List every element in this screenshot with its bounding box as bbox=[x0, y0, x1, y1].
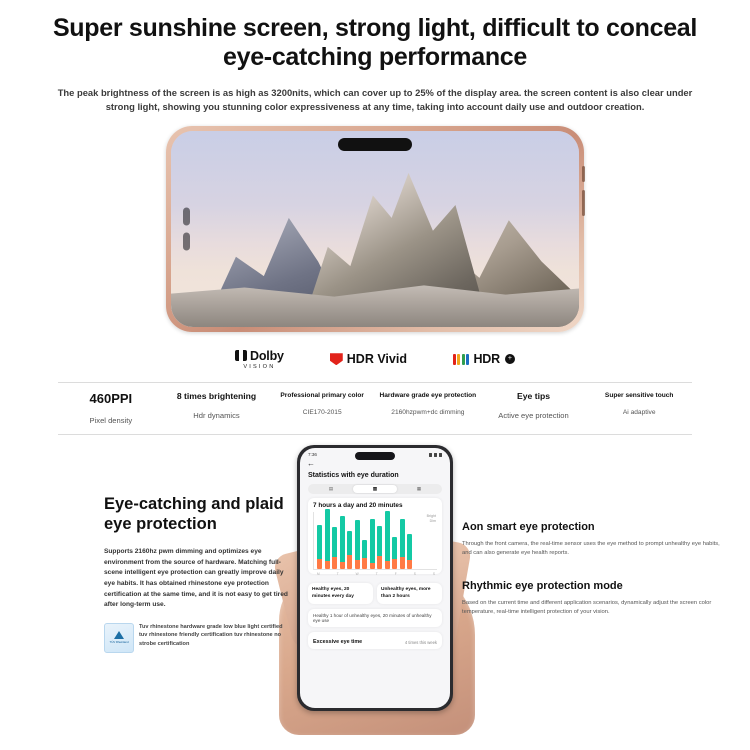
segment-month[interactable]: ▦ bbox=[416, 486, 422, 492]
eye-note-row bbox=[308, 609, 442, 627]
dolby-double-d-icon bbox=[235, 350, 247, 361]
chart-bar bbox=[340, 516, 345, 569]
summary-cards bbox=[308, 583, 442, 604]
summary-title: Healthy eyes, 20 minutes every day bbox=[312, 587, 354, 599]
segment-day[interactable]: ▤ bbox=[328, 486, 334, 492]
spec-title: Eye tips bbox=[517, 391, 550, 402]
spec-desc: Hdr dynamics bbox=[193, 411, 240, 421]
tuv-certification bbox=[104, 623, 290, 653]
left-heading: Eye-catching and plaid eye protection bbox=[104, 495, 284, 534]
phone-screen-ui bbox=[300, 448, 450, 708]
right-heading-1: Aon smart eye protection bbox=[462, 521, 595, 534]
chart-bar bbox=[317, 525, 322, 569]
camera-lens-icon bbox=[183, 233, 190, 251]
left-text-block bbox=[104, 495, 290, 653]
hero-phone-frame bbox=[166, 126, 584, 332]
spec-desc: Pixel density bbox=[89, 416, 133, 426]
hdr-vivid-logo bbox=[330, 352, 407, 366]
hero-image-container bbox=[0, 126, 750, 332]
phone-mockup bbox=[297, 445, 453, 711]
summary-note: Healthy 1 hour of unhealthy eyes, 20 minutes of unhealthy eye use bbox=[313, 613, 432, 624]
summary-card-healthy bbox=[308, 583, 373, 604]
status-time: 7:36 bbox=[308, 452, 317, 458]
back-arrow-icon[interactable]: ← bbox=[307, 459, 315, 469]
segment-week[interactable]: ▥ bbox=[353, 485, 397, 493]
eye-duration-chart bbox=[313, 512, 437, 577]
page-subtitle: The peak brightness of the screen is as high as 3200nits, which can cover up to 25% of the display area. the screen content is also clear under strong light, showing you stunning color expressiveness at any time, taking into account daily use and outdoor creation. bbox=[57, 87, 693, 113]
summary-title: Unhealthy eyes, more than 2 hours bbox=[381, 587, 431, 599]
chart-bar bbox=[325, 509, 330, 569]
chart-bar bbox=[385, 511, 390, 569]
spec-title: 460PPI bbox=[89, 391, 133, 407]
signal-icon bbox=[429, 453, 432, 457]
x-tick: F bbox=[394, 572, 397, 577]
spec-item-primary-color bbox=[269, 392, 375, 416]
chart-bar bbox=[392, 537, 397, 569]
spec-desc: Ai adaptive bbox=[622, 408, 656, 416]
chart-bar bbox=[370, 519, 375, 569]
hero-phone-screen bbox=[171, 131, 579, 327]
hdr-vivid-logo-text: HDR Vivid bbox=[346, 352, 407, 367]
hand-holding-phone bbox=[297, 445, 453, 731]
chart-bar bbox=[347, 531, 352, 569]
certification-logos-row bbox=[0, 346, 750, 372]
phone-notch bbox=[338, 138, 412, 151]
hdr-vivid-shield-icon bbox=[330, 353, 343, 365]
period-segmented-control[interactable] bbox=[308, 484, 442, 494]
chart-legend bbox=[427, 514, 436, 523]
chart-bar bbox=[407, 534, 412, 569]
excessive-eye-time-row[interactable] bbox=[308, 632, 442, 649]
eye-duration-card bbox=[308, 498, 442, 577]
dolby-vision-logo bbox=[235, 349, 284, 370]
right-body-2: Based on the current time and different application scenarios, dynamically adjust the screen color temperature, real-time intelligent protection of your vision. bbox=[462, 600, 712, 616]
spec-item-brightening bbox=[164, 392, 270, 420]
legend-bright: Bright bbox=[426, 514, 436, 519]
x-tick: W bbox=[355, 572, 359, 577]
phone-notch bbox=[355, 452, 395, 460]
tuv-triangle-icon bbox=[114, 631, 124, 639]
left-body: Supports 2160hz pwm dimming and optimizes eye environment from the source of hardware. Matching full-scene intelligent eye protection can greatly improve daily eye habits. It has obtained rhinestone eye protection certification at the same time, and it is not easy to get tired after long-term use. bbox=[104, 547, 288, 609]
lower-section bbox=[0, 439, 750, 731]
chart-bar bbox=[355, 520, 360, 569]
phone-volume-button bbox=[582, 190, 585, 216]
spec-title: Professional primary color bbox=[280, 392, 364, 400]
x-tick: T bbox=[336, 572, 339, 577]
spec-item-eye-tips bbox=[481, 392, 587, 420]
right-text-block bbox=[462, 521, 724, 617]
hdr10-plus-logo bbox=[453, 352, 515, 366]
camera-lens-group bbox=[183, 208, 190, 251]
spec-title: Super sensitive touch bbox=[604, 392, 674, 400]
row-meta: 4 times this week bbox=[404, 639, 437, 645]
phone-side-button bbox=[582, 166, 585, 182]
wifi-icon bbox=[434, 453, 437, 457]
spec-item-ppi bbox=[58, 392, 164, 425]
x-tick: S bbox=[413, 572, 416, 577]
legend-dim: Dim bbox=[429, 519, 436, 524]
spec-desc: CIE170-2015 bbox=[302, 408, 342, 416]
cert-text: Tuv rhinestone hardware grade low blue light certified tuv rhinestone friendly certification tuv rhinestone no strobe certification bbox=[139, 623, 283, 647]
spec-desc: Active eye protection bbox=[498, 411, 569, 421]
row-title: Excessive eye time bbox=[313, 639, 363, 646]
tuv-badge-icon bbox=[104, 623, 134, 653]
x-tick: S bbox=[432, 572, 435, 577]
chart-bar bbox=[332, 527, 337, 569]
x-tick: T bbox=[375, 572, 378, 577]
spec-strip bbox=[58, 382, 692, 435]
right-body-1: Through the front camera, the real-time sensor uses the eye method to prompt unhealthy eye habits, and can also generate eye health reports. bbox=[462, 541, 720, 557]
camera-lens-icon bbox=[183, 208, 190, 226]
dolby-logo-text: Dolby bbox=[250, 348, 284, 363]
hdr10-logo-text: HDR bbox=[473, 352, 500, 367]
x-tick: M bbox=[317, 572, 320, 577]
chart-bar bbox=[400, 519, 405, 569]
chart-bar bbox=[377, 526, 382, 569]
spec-title: 8 times brightening bbox=[176, 391, 257, 402]
hdr10-bars-icon bbox=[453, 354, 470, 365]
screen-title: Statistics with eye duration bbox=[308, 472, 399, 480]
spec-item-eye-protection bbox=[375, 392, 481, 416]
spec-desc: 2160hzpwm+dc dimming bbox=[391, 408, 465, 416]
spec-item-touch bbox=[586, 392, 692, 416]
hero-section bbox=[0, 0, 750, 114]
card-title: 7 hours a day and 20 minutes bbox=[313, 502, 403, 510]
dolby-vision-subtext: VISION bbox=[243, 363, 276, 370]
page-title: Super sunshine screen, strong light, difficult to conceal eye-catching performance bbox=[52, 14, 698, 71]
tuv-badge-text: TÜV Rheinland bbox=[109, 640, 129, 645]
right-heading-2: Rhythmic eye protection mode bbox=[462, 580, 623, 593]
hdr10-plus-badge: + bbox=[505, 354, 515, 364]
chart-bar bbox=[362, 540, 367, 569]
chart-x-axis bbox=[317, 572, 435, 576]
summary-card-unhealthy bbox=[377, 583, 442, 604]
battery-icon bbox=[439, 453, 442, 457]
status-icons bbox=[429, 453, 442, 457]
spec-title: Hardware grade eye protection bbox=[379, 392, 477, 400]
